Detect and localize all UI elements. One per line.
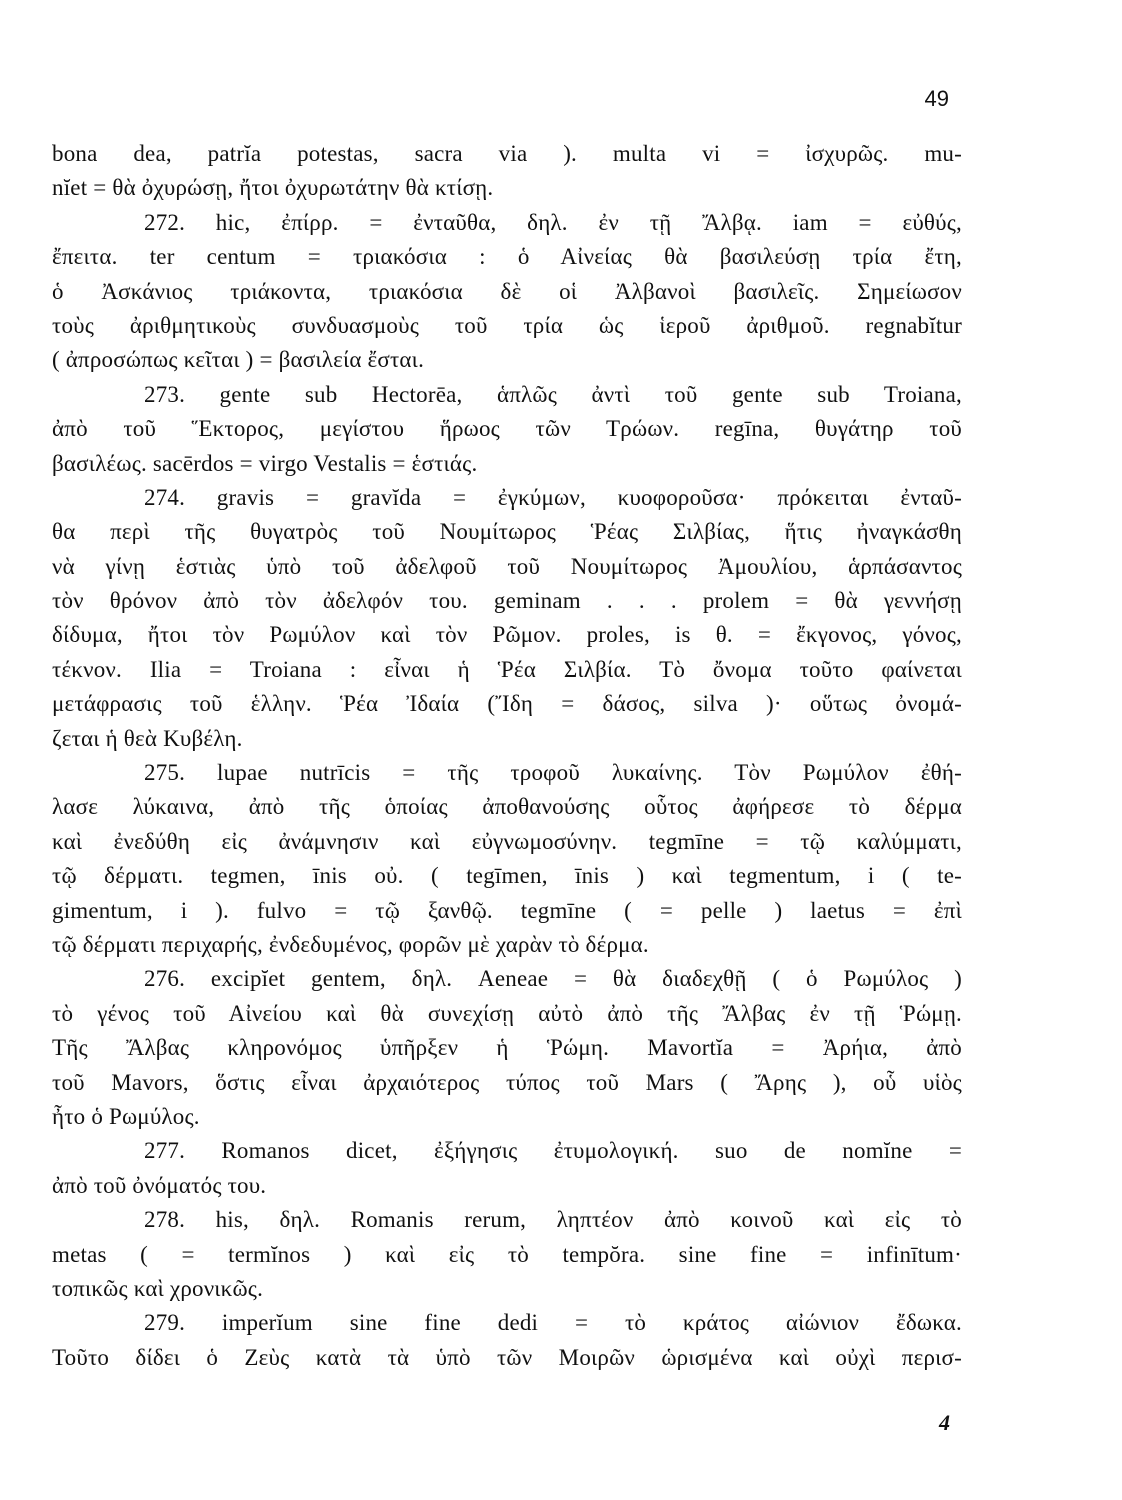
- text-line: Τοῦτο δίδει ὁ Ζεὺς κατὰ τὰ ὑπὸ τῶν Μοιρῶν ὡρισμένα καὶ οὐχὶ περισ-: [52, 1344, 962, 1370]
- text-line: 275. lupae nutrīcis = τῆς τροφοῦ λυκαίνης. Τὸν Ρωμύλον ἐθή-: [144, 760, 962, 786]
- text-line: Τῆς Ἄλβας κληρονόμος ὑπῆρξεν ἡ Ῥώμη. Mavortĭa = Ἀρήια, ἀπὸ: [52, 1035, 962, 1061]
- text-line: ὁ Ἀσκάνιος τριάκοντα, τριακόσια δὲ οἱ Ἀλβανοὶ βασιλεῖς. Σημείωσον: [52, 278, 962, 304]
- text-line: τοῦ Mavors, ὅστις εἶναι ἀρχαιότερος τύπος τοῦ Mars ( Ἄρης ), οὗ υἱὸς: [52, 1069, 962, 1095]
- text-line: μετάφρασις τοῦ ἑλλην. Ῥέα Ἰδαία (Ἴδη = δάσος, silva )· οὕτως ὀνομά-: [52, 691, 962, 717]
- text-line: 274. gravis = gravĭda = ἐγκύμων, κυοφοροῦσα· πρόκειται ἐνταῦ-: [144, 484, 962, 510]
- text-line: 276. excipĭet gentem, δηλ. Aeneae = θὰ διαδεχθῇ ( ὁ Ρωμύλος ): [144, 966, 962, 992]
- text-line: 278. his, δηλ. Romanis rerum, ληπτέον ἀπὸ κοινοῦ καὶ εἰς τὸ: [144, 1207, 962, 1233]
- text-line: 272. hic, ἐπίρρ. = ἐνταῦθα, δηλ. ἐν τῇ Ἄλβᾳ. iam = εὐθύς,: [144, 209, 962, 235]
- text-line: nĭet = θὰ ὀχυρώσῃ, ἤτοι ὀχυρωτάτην θὰ κτίσῃ.: [52, 175, 494, 201]
- text-line: ζεται ἡ θεὰ Κυβέλη.: [52, 725, 243, 751]
- text-line: δίδυμα, ἤτοι τὸν Ρωμύλον καὶ τὸν Ρῶμον. proles, is θ. = ἔκγονος, γόνος,: [52, 622, 962, 648]
- signature-mark: 4: [939, 1410, 950, 1435]
- text-line: θα περὶ τῆς θυγατρὸς τοῦ Νουμίτωρος Ῥέας Σιλβίας, ἥτις ἠναγκάσθη: [52, 519, 962, 545]
- text-line: bona dea, patrĭa potestas, sacra via ). multa vi = ἰσχυρῶς. mu-: [52, 141, 962, 166]
- text-line: τοπικῶς καὶ χρονικῶς.: [52, 1275, 264, 1301]
- text-line: καὶ ἐνεδύθη εἰς ἀνάμνησιν καὶ εὐγνωμοσύνην. tegmīne = τῷ καλύμματι,: [52, 828, 962, 854]
- text-line: νὰ γίνῃ ἑστιὰς ὑπὸ τοῦ ἀδελφοῦ τοῦ Νουμίτωρος Ἀμουλίου, ἁρπάσαντος: [52, 553, 962, 579]
- text-line: ἀπὸ τοῦ ὀνόματός του.: [52, 1172, 267, 1198]
- text-line: ( ἀπροσώπως κεῖται ) = βασιλεία ἔσται.: [52, 347, 425, 373]
- text-line: ἔπειτα. ter centum = τριακόσια : ὁ Αἰνείας θὰ βασιλεύσῃ τρία ἔτη,: [52, 244, 962, 270]
- text-line: ἀπὸ τοῦ Ἕκτορος, μεγίστου ἥρωος τῶν Τρώων. regīna, θυγάτηρ τοῦ: [52, 416, 962, 442]
- text-line: τέκνον. Ilia = Troiana : εἶναι ἡ Ῥέα Σιλβία. Τὸ ὄνομα τοῦτο φαίνεται: [52, 656, 962, 682]
- text-line: τῷ δέρματι. tegmen, īnis οὐ. ( tegīmen, īnis ) καὶ tegmentum, i ( te-: [52, 863, 962, 889]
- commentary-text: [52, 137, 962, 1375]
- text-line: gimentum, i ). fulvo = τῷ ξανθῷ. tegmīne ( = pelle ) laetus = ἐπὶ: [52, 897, 962, 923]
- text-line: ἦτο ὁ Ρωμύλος.: [52, 1103, 200, 1129]
- text-line: λασε λύκαινα, ἀπὸ τῆς ὁποίας ἀποθανούσης οὗτος ἀφήρεσε τὸ δέρμα: [52, 794, 962, 820]
- text-line: τῷ δέρματι περιχαρής, ἐνδεδυμένος, φορῶν μὲ χαρὰν τὸ δέρμα.: [52, 931, 649, 957]
- text-line: 277. Romanos dicet, ἐξήγησις ἐτυμολογική. suo de nomĭne =: [144, 1138, 962, 1164]
- text-line: 273. gente sub Hectorēa, ἁπλῶς ἀντὶ τοῦ gente sub Troiana,: [144, 381, 962, 407]
- text-line: βασιλέως. sacērdos = virgo Vestalis = ἑστιάς.: [52, 450, 478, 476]
- text-line: τὸ γένος τοῦ Αἰνείου καὶ θὰ συνεχίσῃ αὐτὸ ἀπὸ τῆς Ἄλβας ἐν τῇ Ῥώμῃ.: [52, 1000, 962, 1026]
- text-line: τὸν θρόνον ἀπὸ τὸν ἀδελφόν του. geminam . . . prolem = θὰ γεννήσῃ: [52, 588, 962, 614]
- text-line: τοὺς ἀριθμητικοὺς συνδυασμοὺς τοῦ τρία ὡς ἱεροῦ ἀριθμοῦ. regnabĭtur: [52, 312, 962, 338]
- page-number: 49: [924, 86, 949, 111]
- text-line: metas ( = termĭnos ) καὶ εἰς τὸ tempŏra. sine fine = infinītum·: [52, 1241, 962, 1267]
- text-line: 279. imperĭum sine fine dedi = τὸ κράτος αἰώνιον ἔδωκα.: [144, 1310, 962, 1336]
